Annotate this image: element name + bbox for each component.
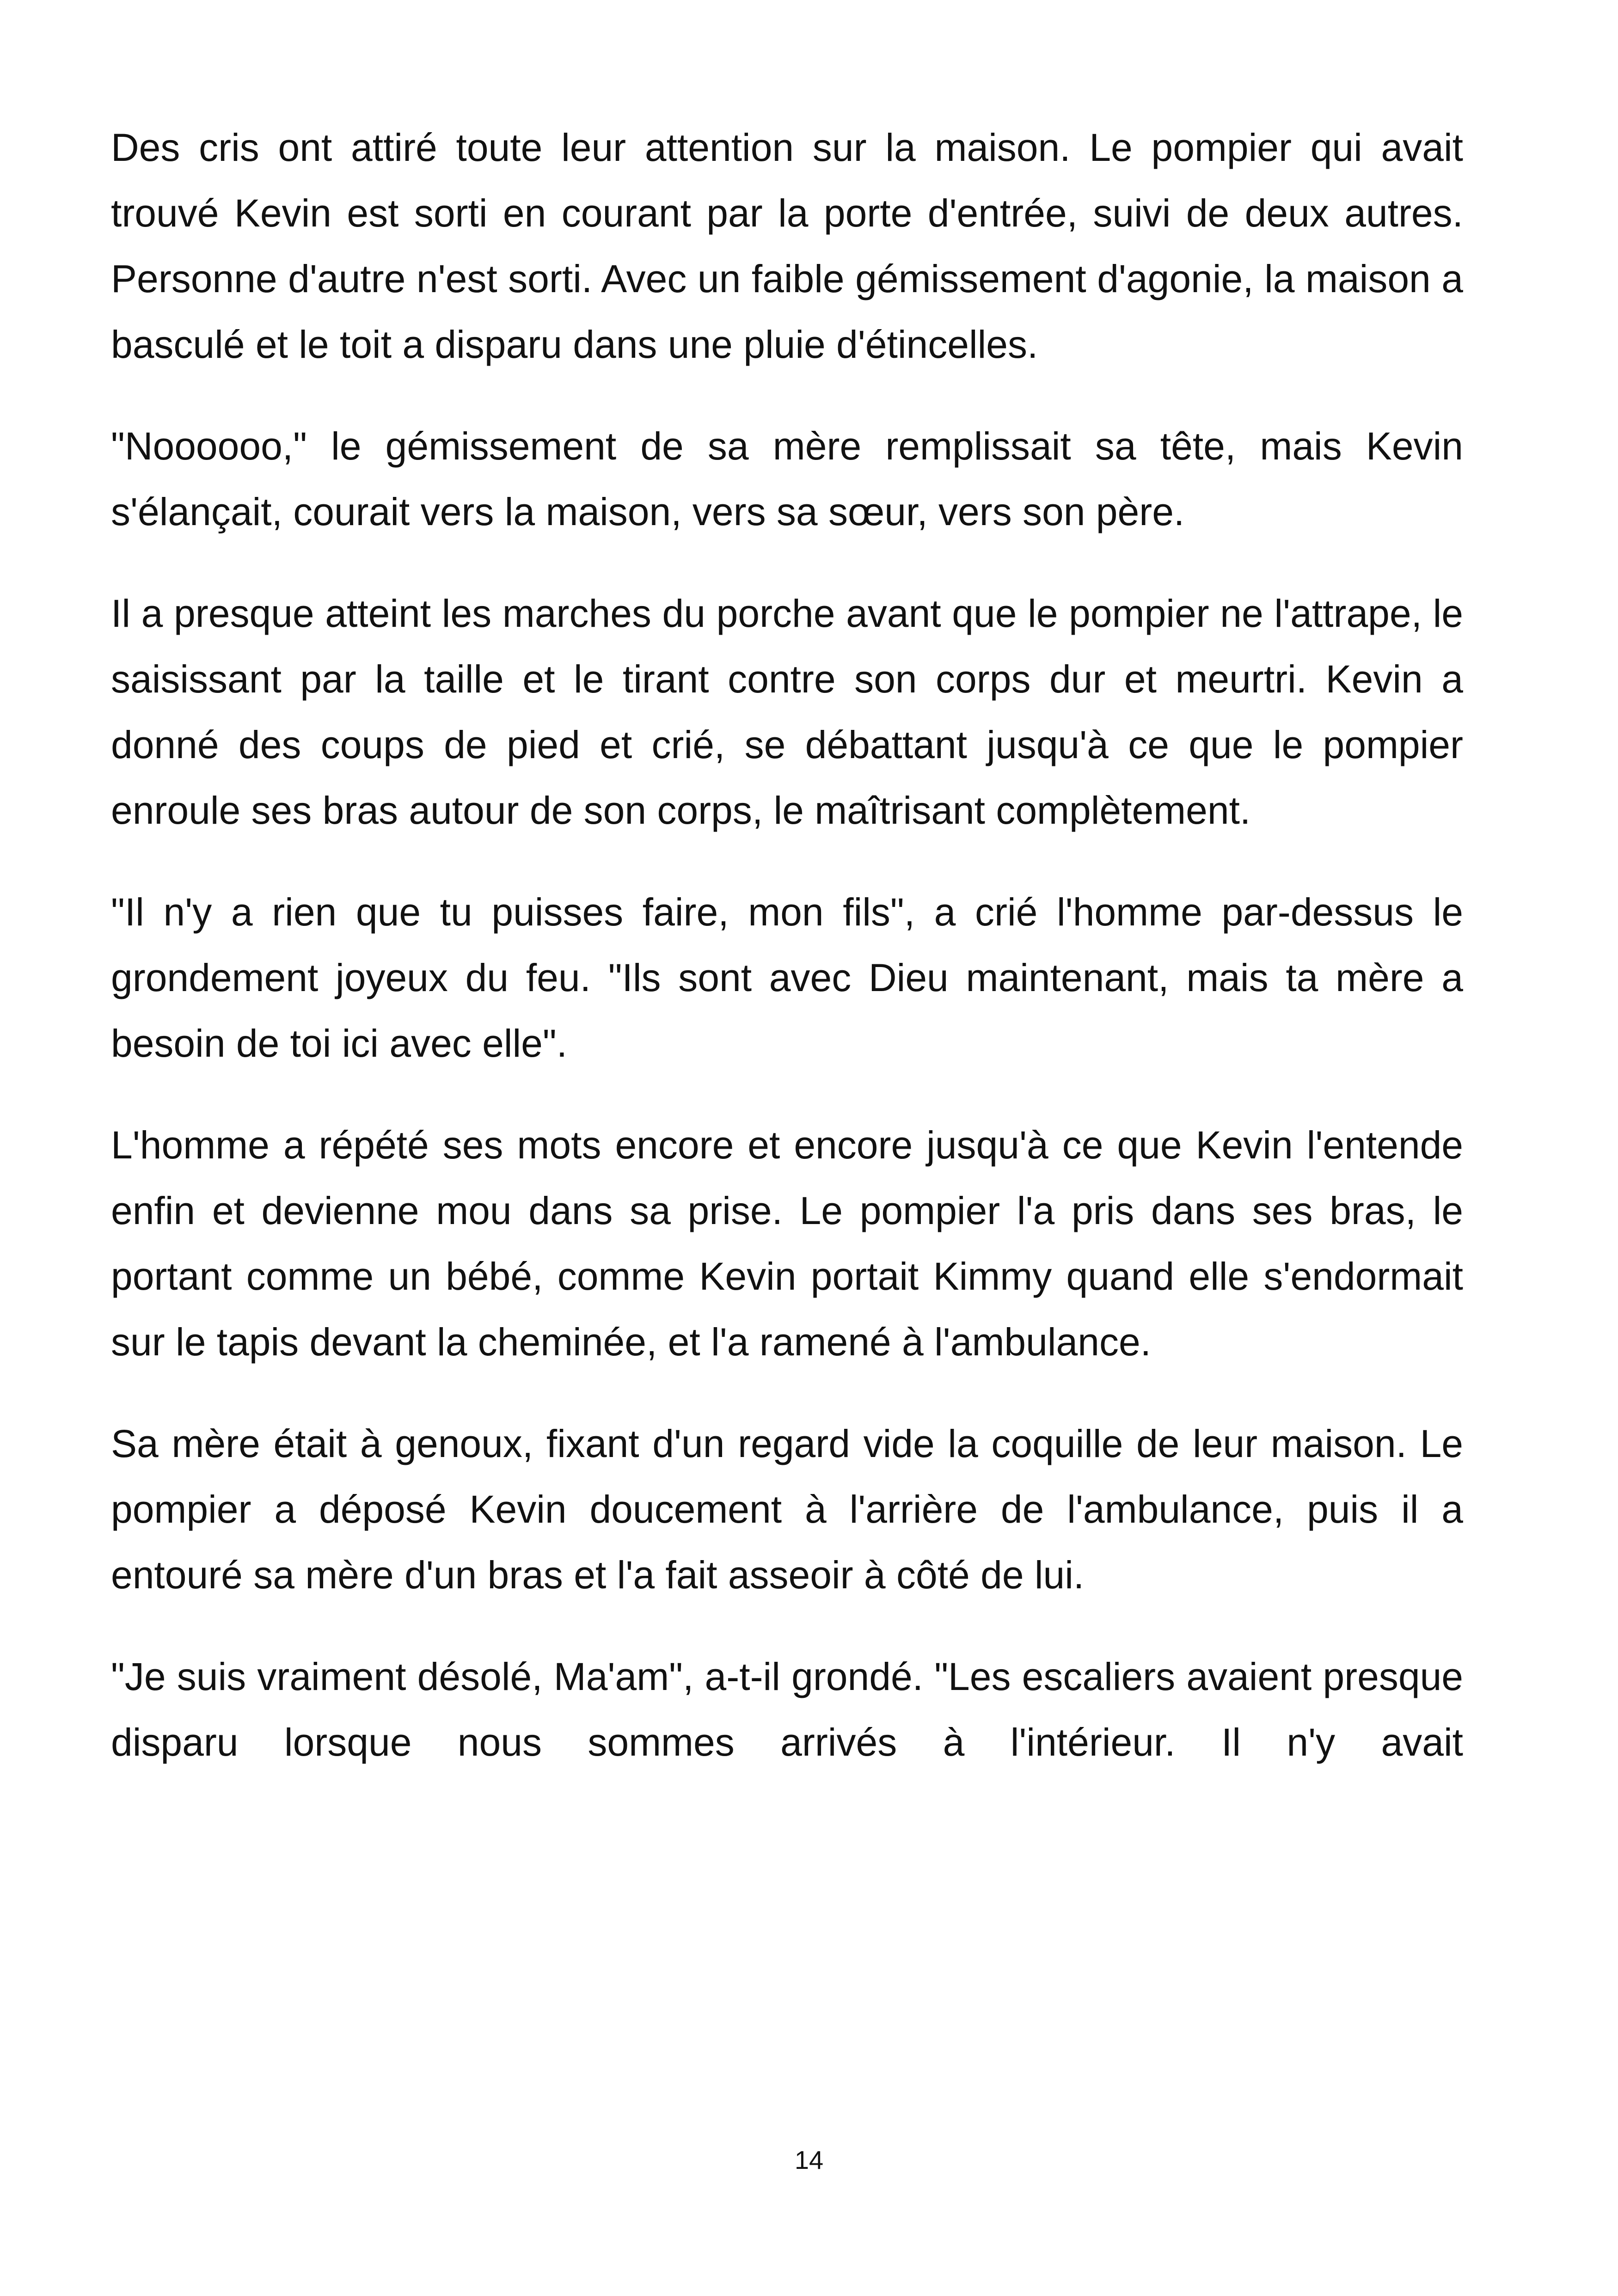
paragraph: Des cris ont attiré toute leur attention sur la maison. Le pompier qui avait trouvé Kevin est sorti en courant par la porte d'entrée, suivi de deux autres. Personne d'autre n'est sorti. Avec un faible gémissement d'agonie, la maison a basculé et le toit a disparu dans une pluie d'étincelles. (111, 126, 1463, 366)
page-number: 14 (794, 2145, 824, 2174)
paragraph: L'homme a répété ses mots encore et encore jusqu'à ce que Kevin l'entende enfin et devienne mou dans sa prise. Le pompier l'a pris dans ses bras, le portant comme un bébé, comme Kevin portait Kimmy quand elle s'endormait sur le tapis devant la cheminée, et l'a ramené à l'ambulance. (111, 1123, 1463, 1364)
paragraph: Il a presque atteint les marches du porche avant que le pompier ne l'attrape, le saisissant par la taille et le tirant contre son corps dur et meurtri. Kevin a donné des coups de pied et crié, se débattant jusqu'à ce que le pompier enroule ses bras autour de son corps, le maîtrisant complètement. (111, 592, 1463, 832)
paragraph: "Il n'y a rien que tu puisses faire, mon fils", a crié l'homme par-dessus le grondement joyeux du feu. "Ils sont avec Dieu maintenant, mais ta mère a besoin de toi ici avec elle". (111, 890, 1463, 1065)
paragraph: Sa mère était à genoux, fixant d'un regard vide la coquille de leur maison. Le pompier a déposé Kevin doucement à l'arrière de l'ambulance, puis il a entouré sa mère d'un bras et l'a fait asseoir à côté de lui. (111, 1422, 1463, 1597)
body-text (111, 115, 1463, 1811)
paragraph: "Je suis vraiment désolé, Ma'am", a-t-il grondé. "Les escaliers avaient presque disparu lorsque nous sommes arrivés à l'intérieur. Il n'y avait (111, 1655, 1463, 1764)
paragraph: "Noooooo," le gémissement de sa mère remplissait sa tête, mais Kevin s'élançait, courait vers la maison, vers sa sœur, vers son père. (111, 424, 1463, 533)
